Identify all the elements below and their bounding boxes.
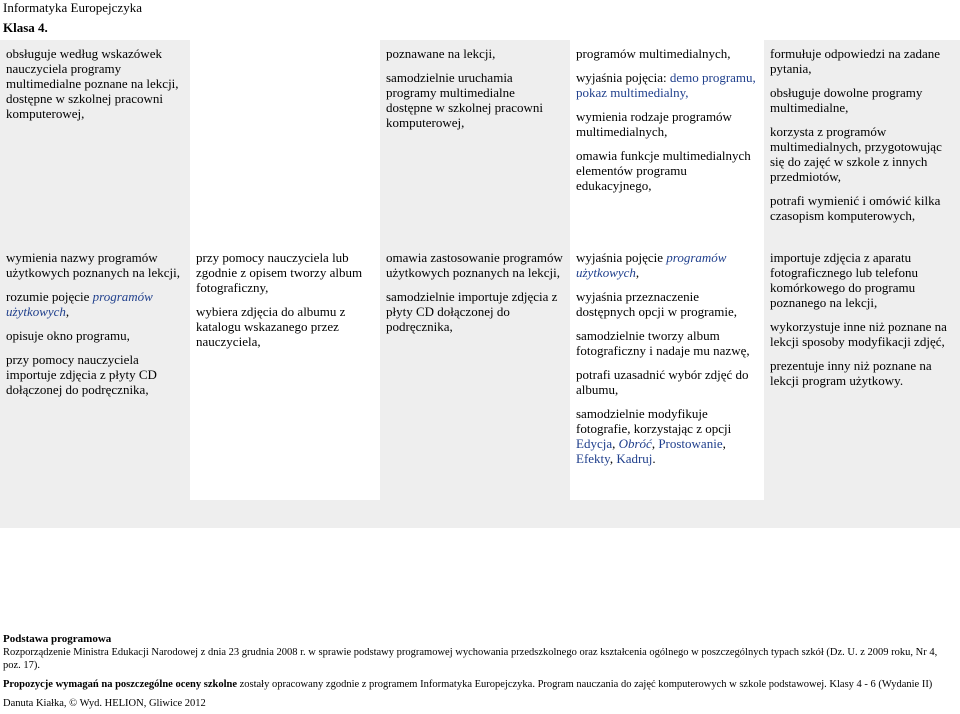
requirements-table: [0, 40, 960, 528]
requirement-text: wykorzystuje inne niż poznane na lekcji sposoby modyfikacji zdjęć,: [770, 319, 947, 349]
requirement-text: formułuje odpowiedzi na zadane pytania,: [770, 46, 941, 76]
footer-regulation: Rozporządzenie Ministra Edukacji Narodowej z dnia 23 grudnia 2008 r. w sprawie podstawy programowej wychowania przedszkolnego oraz kształcenia ogólnego w poszczególnych typach szkół (Dz. U. z 2009 roku, Nr 4, poz. 17).: [3, 647, 938, 671]
requirement-text: opisuje okno programu,: [6, 328, 130, 343]
footer-title: Podstawa programowa: [3, 633, 112, 645]
term-highlight: programów użytkowych: [6, 289, 153, 319]
cell-grade-2: [190, 244, 380, 500]
cell-grade-5: [764, 244, 960, 500]
cell-grade-3: [380, 244, 570, 500]
requirement-text: przy pomocy nauczyciela lub zgodnie z opisem tworzy album fotograficzny,: [196, 250, 363, 295]
requirement-text: poznawane na lekcji,: [386, 46, 496, 61]
footer-note: Propozycje wymagań na poszczególne oceny szkolne zostały opracowany zgodnie z programem Informatyka Europejczyka. Program nauczania do zajęć komputerowych w szkole podstawowej. Klasy 4 - 6 (Wydanie II): [3, 679, 933, 690]
option-name: Kadruj: [616, 451, 653, 466]
cell-grade-3: [380, 40, 570, 244]
table-row-spacer: [0, 500, 960, 528]
class-label: Klasa 4.: [3, 20, 48, 35]
requirement-text: potrafi uzasadnić wybór zdjęć do albumu,: [576, 367, 749, 397]
requirement-text: korzysta z programów multimedialnych, przygotowując się do zajęć w szkole z innych przedmiotów,: [770, 124, 942, 184]
requirement-text: rozumie pojęcie programów użytkowych,: [6, 289, 153, 319]
table-spacer: [0, 500, 960, 528]
option-name: Prostowanie: [658, 436, 723, 451]
table-row: [0, 40, 960, 244]
requirement-text: samodzielnie importuje zdjęcia z płyty CD dołączonej do podręcznika,: [386, 289, 558, 334]
requirement-text: obsługuje według wskazówek nauczyciela programy multimedialne poznane na lekcji, dostępne w szkolnej pracowni komputerowej,: [6, 46, 179, 121]
requirement-text: omawia zastosowanie programów użytkowych poznanych na lekcji,: [386, 250, 563, 280]
requirement-text: wyjaśnia pojęcie programów użytkowych,: [576, 250, 727, 280]
requirement-text: samodzielnie uruchamia programy multimedialne dostępne w szkolnej pracowni komputerowej,: [386, 70, 544, 130]
cell-grade-5: [764, 40, 960, 244]
cell-grade-4: [570, 40, 764, 244]
table-row: [0, 244, 960, 500]
footer-author: Danuta Kiałka, © Wyd. HELION, Gliwice 2012: [3, 698, 206, 709]
cell-grade-2: [190, 40, 380, 244]
requirement-text: prezentuje inny niż poznane na lekcji program użytkowy.: [770, 358, 932, 388]
footer: [3, 633, 953, 710]
requirement-text: obsługuje dowolne programy multimedialne,: [770, 85, 923, 115]
option-name: Efekty: [576, 451, 610, 466]
cell-grade-1: [0, 40, 190, 244]
option-name: Edycja: [576, 436, 613, 451]
requirement-text: potrafi wymienić i omówić kilka czasopism komputerowych,: [770, 193, 941, 223]
requirement-text: wybiera zdjęcia do albumu z katalogu wskazanego przez nauczyciela,: [196, 304, 346, 349]
cell-grade-4: [570, 244, 764, 500]
requirement-text: wymienia nazwy programów użytkowych poznanych na lekcji,: [6, 250, 180, 280]
requirement-text: samodzielnie modyfikuje fotografie, korzystając z opcji Edycja, Obróć, Prostowanie, Efekty, Kadruj.: [576, 406, 732, 466]
requirement-text: wyjaśnia pojęcia: demo programu, pokaz multimedialny,: [576, 70, 756, 100]
requirement-text: omawia funkcje multimedialnych elementów programu edukacyjnego,: [576, 148, 751, 193]
requirement-text: importuje zdjęcia z aparatu fotograficznego lub telefonu komórkowego do programu poznanego na lekcji,: [770, 250, 918, 310]
option-name: Obróć: [618, 436, 652, 451]
requirement-text: wymienia rodzaje programów multimedialnych,: [576, 109, 732, 139]
term-highlight: programów użytkowych: [576, 250, 727, 280]
requirement-text: samodzielnie tworzy album fotograficzny i nadaje mu nazwę,: [576, 328, 750, 358]
document-header-title: Informatyka Europejczyka: [3, 0, 142, 15]
requirement-text: wyjaśnia przeznaczenie dostępnych opcji w programie,: [576, 289, 738, 319]
requirement-text: przy pomocy nauczyciela importuje zdjęcia z płyty CD dołączonej do podręcznika,: [6, 352, 157, 397]
cell-grade-1: [0, 244, 190, 500]
term-highlight: demo programu, pokaz multimedialny,: [576, 70, 756, 100]
requirement-text: programów multimedialnych,: [576, 46, 731, 61]
